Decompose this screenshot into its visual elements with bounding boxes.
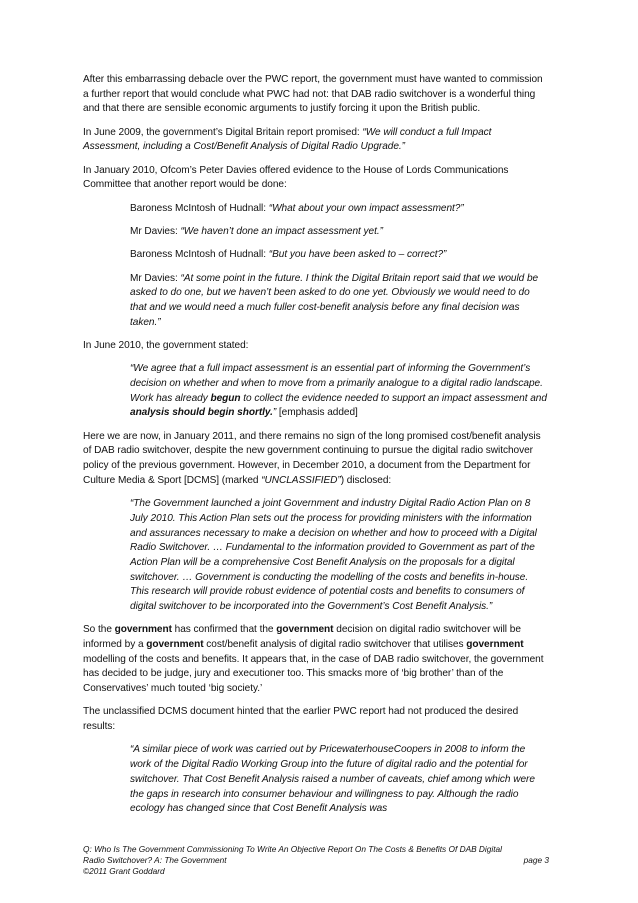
paragraph-ofcom-evidence: In January 2010, Ofcom’s Peter Davies offered evidence to the House of Lords Communications Committee that another report would be done: — [83, 164, 509, 191]
footer-title-line: Q: Who Is The Government Commissioning To Write An Objective Report On The Costs & Benefits Of DAB Digital — [83, 844, 502, 854]
document-body — [83, 73, 549, 826]
page-footer — [83, 844, 549, 877]
paragraph-unclassified-dcms: The unclassified DCMS document hinted that the earlier PWC report had not produced the desired results: — [83, 706, 519, 733]
testimony-line: Mr Davies: “We haven’t done an impact assessment yet.” — [130, 226, 383, 237]
copyright-notice: ©2011 Grant Goddard — [83, 866, 165, 876]
dcms-quote: “The Government launched a joint Government and industry Digital Radio Action Plan on 8 July 2010. This Action Plan sets out the process for providing ministers with the information and assurances necessary to make a decision on whether and how to proceed with a Digital Radio Switchover. … Fundamental to the information provided to Government as part of the Action Plan will be a comprehensive Cost Benefit Analysis on the proposals for a digital switchover. … Government is conducting the modelling of the costs and benefits in-house. This research will provide robust evidence of potential costs and benefits to consumers of digital switchover to be incorporated into the Government’s Cost Benefit Analysis.” — [130, 498, 537, 613]
paragraph-government-confirmed: So the government has confirmed that the government decision on digital radio switchover will be informed by a government cost/benefit analysis of digital radio switchover that utilises government modelling of the costs and benefits. It appears that, in the case of DAB radio switchover, the government has decided to be judge, jury and executioner too. This smacks more of ‘big brother’ than of the Conservatives’ much touted ‘big society.’ — [83, 624, 544, 695]
pwc-quote: “A similar piece of work was carried out by PricewaterhouseCoopers in 2008 to inform the work of the Digital Radio Working Group into the future of digital radio and the potential for switchover. That Cost Benefit Analysis raised a number of caveats, chief among which were the gaps in research into consumer behaviour and willingness to pay. Although the radio ecology has changed since that Cost Benefit Analysis was — [130, 744, 535, 815]
testimony-line: Mr Davies: “At some point in the future. I think the Digital Britain report said that we would be asked to do one, but we haven’t been asked to do one yet. Obviously we would need to do that and we would need a much fuller cost-benefit analysis before any final decision was taken.” — [130, 272, 539, 328]
paragraph-june-2010: In June 2010, the government stated: — [83, 340, 249, 351]
page-number: page 3 — [523, 855, 549, 865]
paragraph-digital-britain: In June 2009, the government’s Digital Britain report promised: “We will conduct a full Impact Assessment, including a Cost/Benefit Analysis of Digital Radio Upgrade.” — [83, 126, 492, 153]
testimony-line: Baroness McIntosh of Hudnall: “What about your own impact assessment?” — [130, 202, 464, 214]
testimony-line: Baroness McIntosh of Hudnall: “But you have been asked to – correct?” — [130, 249, 447, 261]
government-statement-quote: “We agree that a full impact assessment is an essential part of informing the Government’s decision on whether and when to move from a primarily analogue to a digital radio landscape. Work has already begun to collect the evidence needed to support an impact assessment and analysis should begin shortly.” [emphasis added] — [130, 363, 547, 419]
digital-britain-quote: “We will conduct a full Impact Assessment, including a Cost/Benefit Analysis of Digital Radio Upgrade.” — [83, 126, 492, 153]
paragraph-intro: After this embarrassing debacle over the PWC report, the government must have wanted to commission a further report that would conclude what PWC had not: that DAB radio switchover is a wonderful thing and that there are sensible economic arguments to justify forcing it upon the British public. — [83, 74, 543, 115]
footer-title-line: Radio Switchover? A: The Government — [83, 855, 227, 865]
paragraph-january-2011: Here we are now, in January 2011, and there remains no sign of the long promised cost/benefit analysis of DAB radio switchover, despite the new government continuing to pursue the digital radio switchover policy of the previous government. However, in December 2010, a document from the Department for Culture Media & Sport [DCMS] (marked “UNCLASSIFIED”) disclosed: — [83, 430, 541, 486]
